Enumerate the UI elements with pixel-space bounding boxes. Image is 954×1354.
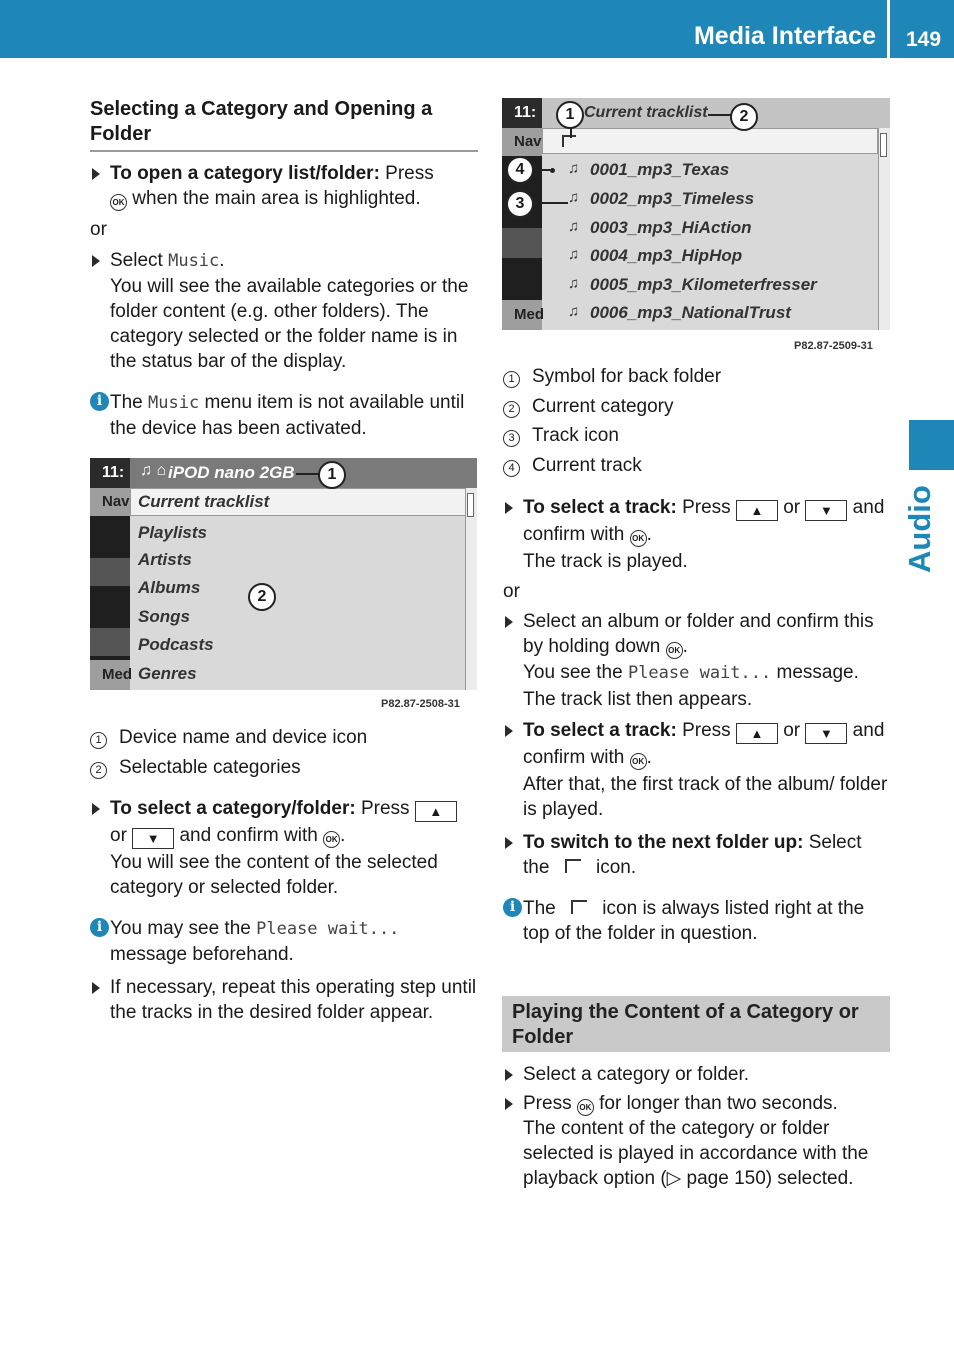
header-separator	[887, 0, 890, 58]
track-item[interactable]: 0002_mp3_Timeless	[590, 189, 755, 208]
track-item[interactable]: 0001_mp3_Texas	[590, 160, 730, 179]
legend-number: 1	[503, 371, 520, 388]
step-text: Press	[355, 798, 415, 819]
side-tab	[909, 420, 954, 470]
category-item[interactable]: Songs	[138, 607, 190, 626]
info-note	[90, 390, 478, 441]
step-text: The content of the category or folder selected is played in accordance with the playback option (▷ page 150) selected.	[523, 1118, 869, 1189]
image-code: P82.87-2508-31	[381, 698, 460, 710]
step-select-music	[90, 248, 478, 374]
legend-number: 2	[503, 401, 520, 418]
step-text: message. The track list then appears.	[523, 662, 859, 710]
step-select-track: To select a track: Press ▲ or ▼ and confirm with OK . The track is played.	[503, 495, 891, 574]
info-text: icon is always listed right at the top of the folder in question.	[523, 898, 865, 944]
callout-1: 1	[318, 461, 346, 489]
legend-number: 4	[503, 460, 520, 477]
track-item[interactable]: 0003_mp3_HiAction	[590, 218, 752, 237]
step-text: The track is played.	[523, 551, 688, 572]
track-icon: ♫	[568, 189, 580, 206]
right-column-lower	[503, 1062, 891, 1191]
step-text: or	[110, 825, 133, 846]
step-arrow-icon	[505, 725, 513, 737]
category-item[interactable]: Playlists	[138, 523, 207, 542]
message-mono: Please wait...	[256, 919, 400, 939]
back-folder-icon	[565, 859, 581, 873]
step-text: for longer than two seconds.	[593, 1093, 838, 1114]
info-text: The	[523, 898, 562, 919]
up-key-icon: ▲	[736, 723, 778, 744]
info-icon: i	[90, 918, 109, 937]
step-arrow-icon	[92, 255, 100, 267]
clock: 11:	[90, 458, 130, 488]
up-key-icon: ▲	[415, 801, 457, 822]
step-bold: To select a track:	[523, 720, 677, 741]
med-label: Med	[90, 660, 130, 690]
info-icon: i	[503, 898, 522, 917]
step-press-long	[503, 1091, 891, 1191]
ok-button-icon: OK	[630, 753, 647, 770]
back-folder-row[interactable]	[542, 128, 878, 154]
step-text: icon.	[590, 857, 637, 878]
step-text: or	[777, 720, 806, 741]
legend-text: Device name and device icon	[119, 727, 368, 748]
step-arrow-icon	[505, 1069, 513, 1081]
step-text: If necessary, repeat this operating step until the tracks in the desired folder appear.	[110, 977, 477, 1023]
step-bold: To select a track:	[523, 497, 677, 518]
category-item[interactable]: Podcasts	[138, 635, 214, 654]
info-text: You may see the	[110, 918, 257, 939]
callout-4: 4	[506, 156, 534, 184]
track-item[interactable]: 0006_mp3_NationalTrust	[590, 303, 791, 322]
step-text: when the main area is highlighted.	[127, 188, 421, 209]
step-select-category-folder	[503, 1062, 891, 1087]
info-icon: i	[90, 392, 109, 411]
left-column	[90, 97, 478, 441]
step-arrow-icon	[92, 982, 100, 994]
step-select-category: To select a category/folder: Press ▲ or ▼ and confirm with OK . You will see the content of the selected category or selected folder.	[90, 796, 478, 900]
menu-item-mono: Music	[148, 393, 200, 413]
track-icon: ♫	[568, 303, 580, 320]
track-item[interactable]: 0004_mp3_HipHop	[590, 246, 743, 265]
legend-number: 3	[503, 430, 520, 447]
step-select-track-2: To select a track: Press ▲ or ▼ and confirm with OK . After that, the first track of the album/ folder is played.	[503, 718, 891, 822]
current-track-dot	[550, 168, 555, 173]
callout-1: 1	[556, 101, 584, 129]
info-text: menu item is not available until the device has been activated.	[110, 392, 465, 439]
step-arrow-icon	[92, 168, 100, 180]
down-key-icon: ▼	[805, 723, 847, 744]
legend-item	[503, 453, 891, 483]
legend-item	[90, 725, 478, 755]
step-bold: To select a category/folder:	[110, 798, 356, 819]
legend-text: Symbol for back folder	[532, 366, 722, 387]
legend-item	[503, 423, 891, 453]
step-text: You see the	[523, 662, 628, 683]
info-text: The	[110, 392, 149, 413]
page-header	[0, 0, 954, 58]
track-icon: ♫	[568, 160, 580, 177]
up-key-icon: ▲	[736, 500, 778, 521]
callout-3: 3	[506, 190, 534, 218]
legend-left	[90, 725, 478, 784]
step-arrow-icon	[92, 803, 100, 815]
ok-button-icon: OK	[577, 1099, 594, 1116]
legend-item	[90, 755, 478, 785]
step-text: Select the	[523, 832, 862, 878]
step-text: or	[777, 497, 806, 518]
nav-label: Nav	[502, 128, 542, 156]
step-text: Select a category or folder.	[523, 1064, 750, 1085]
step-text: You will see the content of the selected category or selected folder.	[110, 852, 438, 898]
step-arrow-icon	[505, 837, 513, 849]
or-text: or	[503, 581, 520, 602]
legend-right	[503, 364, 891, 482]
legend-text: Track icon	[532, 425, 619, 446]
step-open-category	[90, 161, 478, 211]
step-text: Press	[523, 1093, 577, 1114]
step-arrow-icon	[505, 1098, 513, 1110]
legend-text: Current track	[532, 454, 642, 476]
legend-item	[503, 364, 891, 394]
track-icon: ♫	[568, 275, 580, 292]
category-item[interactable]: Albums	[138, 578, 201, 597]
page-number: 149	[906, 28, 942, 51]
legend-item	[503, 394, 891, 424]
step-hold-ok: Select an album or folder and confirm this by holding down OK . You see the Please wait... message. The track list then appears.	[503, 609, 891, 712]
callout-line	[532, 169, 550, 171]
music-note-icon: ♫ ⌂	[140, 462, 167, 479]
section-heading-box	[502, 996, 890, 1052]
screenshot-tracklist	[502, 98, 890, 330]
step-repeat	[90, 975, 478, 1025]
step-text: Press	[676, 497, 736, 518]
step-text: and confirm with	[174, 825, 324, 846]
step-text: Select an album or folder and confirm this by holding down	[523, 611, 874, 657]
category-item[interactable]: Genres	[138, 664, 197, 683]
down-key-icon: ▼	[132, 828, 174, 849]
callout-line	[708, 114, 732, 116]
back-folder-icon	[571, 900, 587, 914]
strip-block	[502, 228, 542, 258]
left-column-lower	[90, 796, 478, 1025]
info-text: message beforehand.	[110, 944, 294, 965]
ok-button-icon: OK	[110, 194, 127, 211]
or-text: or	[90, 219, 107, 240]
legend-text: Selectable categories	[119, 756, 301, 778]
track-icon: ♫	[568, 218, 580, 235]
legend-number: 2	[90, 762, 107, 779]
message-mono: Please wait...	[627, 663, 772, 683]
down-key-icon: ▼	[805, 500, 847, 521]
category-item[interactable]: Artists	[138, 550, 192, 569]
heading-rule	[90, 150, 478, 152]
scrollbar[interactable]	[465, 488, 477, 690]
side-label	[885, 485, 954, 573]
legend-number: 1	[90, 732, 107, 749]
header-title: Media Interface	[693, 22, 876, 50]
strip-block	[90, 628, 130, 656]
step-arrow-icon	[505, 502, 513, 514]
scrollbar-thumb[interactable]	[880, 133, 887, 157]
callout-line	[532, 202, 568, 204]
legend-text: Current category	[532, 395, 674, 417]
right-column	[503, 495, 891, 946]
step-arrow-icon	[505, 616, 513, 628]
nav-label: Nav	[90, 488, 130, 516]
step-text: After that, the first track of the album/ folder is played.	[523, 774, 888, 820]
image-code: P82.87-2509-31	[794, 340, 873, 352]
step-bold: To open a category list/folder:	[110, 163, 380, 184]
med-label: Med	[502, 300, 542, 330]
step-bold: To switch to the next folder up:	[523, 832, 804, 853]
ok-button-icon: OK	[666, 642, 683, 659]
step-text: Select	[110, 250, 169, 271]
info-note	[90, 916, 478, 967]
strip-block	[90, 558, 130, 586]
tracklist-title: Current tracklist	[584, 104, 708, 121]
side-label-text: Audio	[902, 485, 937, 573]
step-folder-up	[503, 830, 891, 880]
step-text: .	[219, 250, 225, 271]
callout-2: 2	[730, 103, 758, 131]
callout-2: 2	[248, 583, 276, 611]
menu-item-mono: Music	[168, 251, 220, 271]
track-icon: ♫	[568, 246, 580, 263]
device-name: iPOD nano 2GB	[168, 463, 295, 482]
info-note	[503, 896, 891, 946]
current-tracklist-item[interactable]: Current tracklist	[138, 492, 270, 511]
screenshot-categories	[90, 458, 477, 690]
section-heading: Selecting a Category and Opening a Folder	[90, 98, 433, 145]
ok-button-icon: OK	[323, 831, 340, 848]
step-text: Press	[676, 720, 736, 741]
section-heading: Playing the Content of a Category or Folder	[512, 1001, 859, 1048]
scrollbar[interactable]	[878, 128, 890, 330]
step-text: Press	[379, 163, 434, 184]
clock: 11:	[502, 98, 542, 128]
back-folder-icon[interactable]	[562, 135, 576, 147]
ok-button-icon: OK	[630, 530, 647, 547]
track-item[interactable]: 0005_mp3_Kilometerfresser	[590, 275, 817, 294]
scrollbar-thumb[interactable]	[467, 493, 474, 517]
step-text: You will see the available categories or the folder content (e.g. other folders). The category selected or the folder name is in the status bar of the display.	[110, 276, 469, 372]
